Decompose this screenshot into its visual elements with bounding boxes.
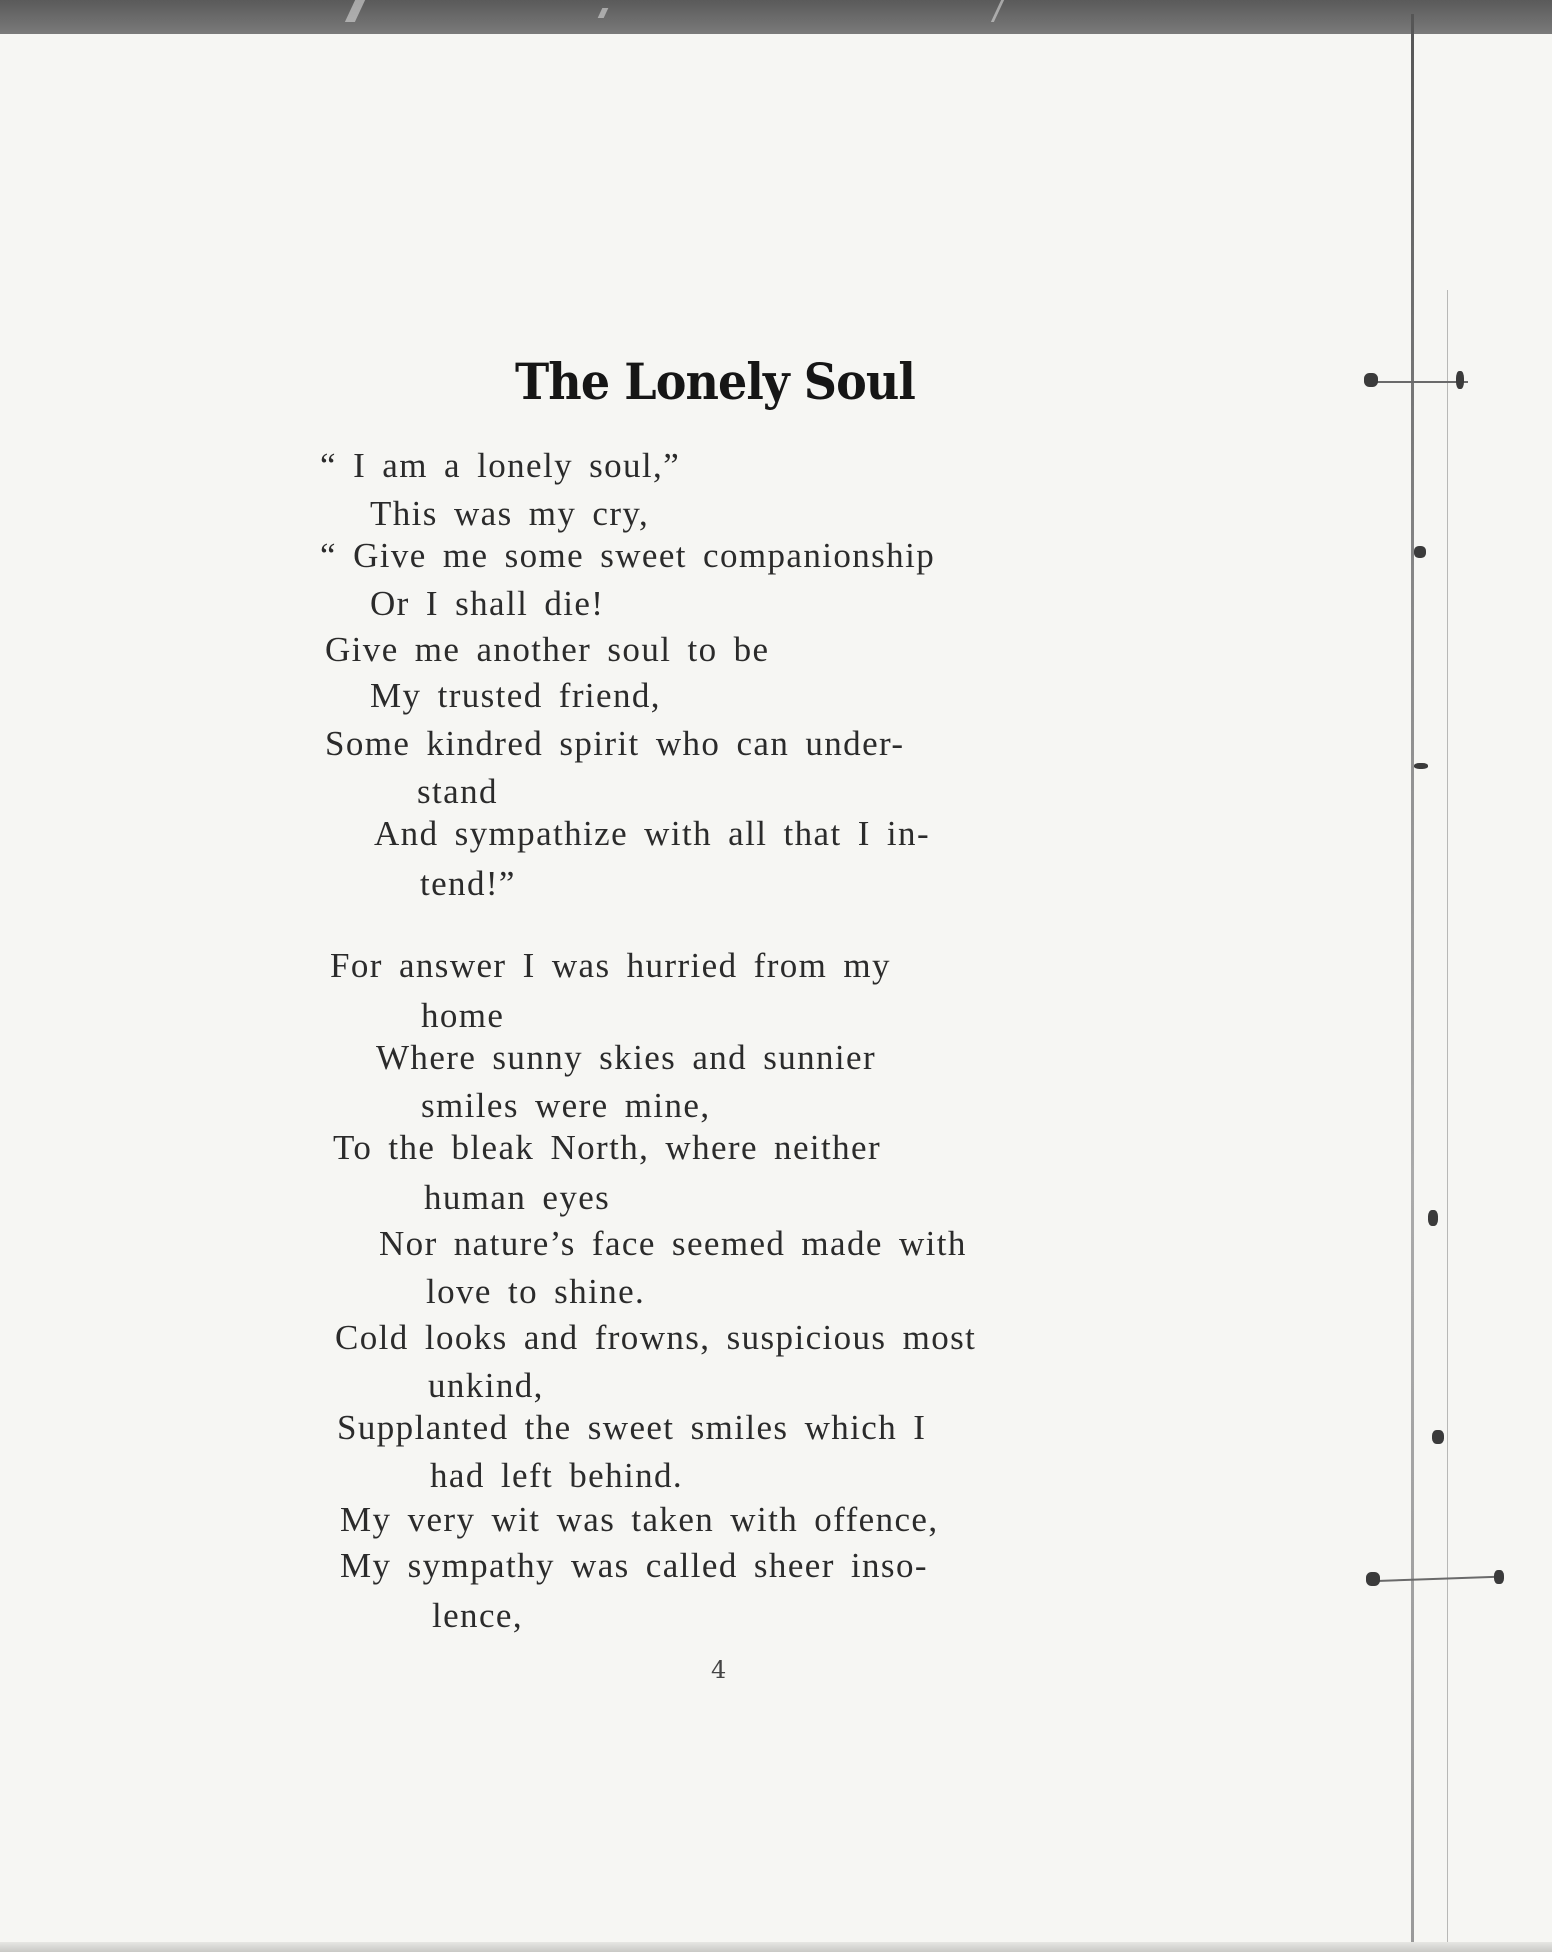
poem-line: human eyes (424, 1178, 611, 1217)
stitch-mark (1494, 1570, 1504, 1584)
binding-line (1411, 14, 1414, 1952)
poem-line: Some kindred spirit who can under- (325, 724, 905, 763)
stitch-mark (1428, 1210, 1438, 1226)
poem-line: had left behind. (430, 1456, 684, 1495)
poem-line: My sympathy was called sheer inso- (340, 1546, 928, 1585)
poem-line: Give me another soul to be (325, 630, 770, 669)
scan-mark (991, 0, 1004, 22)
stitch-mark (1414, 763, 1428, 769)
poem-line: Nor nature’s face seemed made with (379, 1224, 967, 1263)
poem-line: Cold looks and frowns, suspicious most (335, 1318, 977, 1357)
poem-line: Supplanted the sweet smiles which I (337, 1408, 927, 1447)
poem-line: stand (417, 772, 498, 811)
poem-line: Where sunny skies and sunnier (376, 1038, 877, 1077)
poem-line: My trusted friend, (370, 676, 661, 715)
poem-line: My very wit was taken with offence, (340, 1500, 939, 1539)
poem-line: To the bleak North, where neither (333, 1128, 882, 1167)
stitch-mark (1364, 373, 1378, 387)
poem-line: lence, (432, 1596, 523, 1635)
poem-title: The Lonely Soul (515, 352, 915, 411)
poem-line: And sympathize with all that I in- (374, 814, 930, 853)
page-number: 4 (711, 1656, 727, 1684)
poem-line: “ Give me some sweet companionship (320, 536, 936, 575)
poem-line: This was my cry, (370, 494, 650, 533)
poem-line: tend!” (420, 864, 516, 903)
page-bottom-edge (0, 1942, 1552, 1952)
stitch-mark (1432, 1430, 1444, 1444)
poem-line: love to shine. (426, 1272, 646, 1311)
poem-line: “ I am a lonely soul,” (320, 446, 681, 485)
scan-top-edge (0, 0, 1552, 34)
stitch-thread (1370, 1576, 1498, 1582)
poem-line: home (421, 996, 505, 1035)
poem-line: smiles were mine, (421, 1086, 711, 1125)
stitch-mark (1366, 1572, 1380, 1586)
stitch-mark (1456, 371, 1464, 389)
stitch-mark (1414, 546, 1426, 558)
scan-mark (598, 8, 609, 18)
stitch-thread (1368, 381, 1468, 383)
poem-line: unkind, (428, 1366, 544, 1405)
binding-fold-line (1447, 290, 1448, 1952)
scan-mark (345, 0, 365, 22)
poem-line: For answer I was hurried from my (330, 946, 891, 985)
poem-line: Or I shall die! (370, 584, 605, 623)
